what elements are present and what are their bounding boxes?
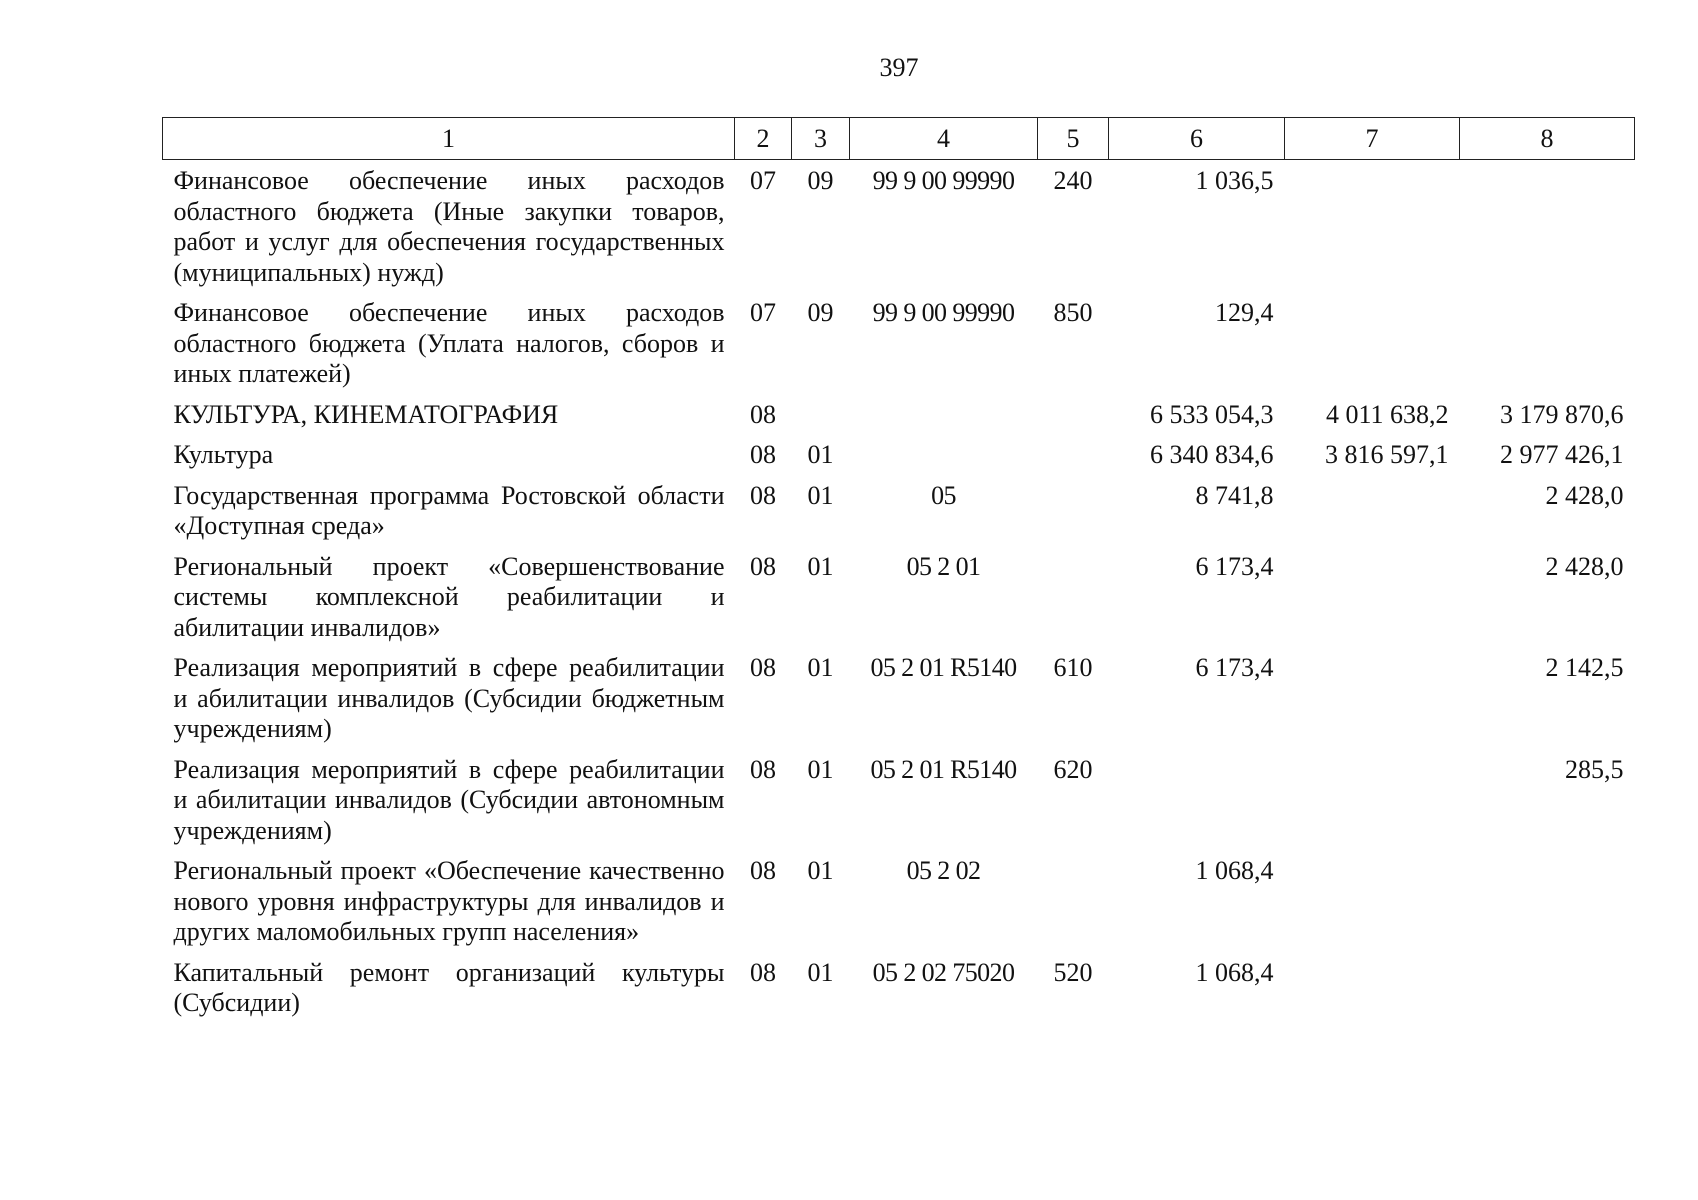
table-row bbox=[163, 440, 1635, 481]
amount-year-2: 3 816 597,1 bbox=[1325, 440, 1449, 469]
expense-name: Реализация мероприятий в сфере реабилитации и абилитации инвалидов (Субсидии бюджетным учреждениям) bbox=[173, 653, 725, 743]
amount-year-2 bbox=[1285, 958, 1460, 1029]
section-code: 08 bbox=[750, 399, 776, 429]
section-code: 07 bbox=[750, 298, 776, 327]
amount-year-1: 6 173,4 bbox=[1195, 551, 1274, 581]
amount-year-3: 2 428,0 bbox=[1545, 480, 1624, 510]
expense-type-code bbox=[1038, 552, 1109, 654]
amount-year-3: 3 179 870,6 bbox=[1500, 399, 1624, 429]
section-code: 08 bbox=[750, 856, 776, 885]
target-article-code: 05 2 02 bbox=[906, 856, 981, 885]
amount-year-2: 4 011 638,2 bbox=[1325, 399, 1449, 429]
target-article-code: 05 2 01 R5140 bbox=[870, 653, 1017, 682]
section-code: 08 bbox=[750, 653, 776, 682]
target-article-code: 05 2 02 75020 bbox=[872, 957, 1015, 987]
expense-type-code bbox=[1038, 481, 1109, 552]
target-article-code bbox=[850, 400, 1038, 441]
section-code: 08 bbox=[750, 754, 776, 784]
amount-year-3 bbox=[1460, 298, 1635, 400]
subsection-code: 09 bbox=[807, 166, 834, 195]
amount-year-1: 8 741,8 bbox=[1195, 480, 1274, 510]
section-code: 08 bbox=[750, 551, 776, 581]
amount-year-1: 1 036,5 bbox=[1195, 166, 1274, 195]
target-article-code: 99 9 00 99990 bbox=[872, 298, 1015, 327]
budget-table bbox=[162, 117, 1635, 1029]
target-article-code bbox=[850, 440, 1038, 481]
amount-year-2 bbox=[1285, 481, 1460, 552]
subsection-code: 01 bbox=[807, 754, 834, 784]
table-row bbox=[163, 481, 1635, 552]
expense-type-code bbox=[1038, 400, 1109, 441]
column-header: 1 bbox=[163, 118, 735, 160]
expense-name: Региональный проект «Совершенствование системы комплексной реабилитации и абилитации инвалидов» bbox=[173, 551, 725, 642]
subsection-code: 09 bbox=[807, 298, 834, 327]
table-row bbox=[163, 298, 1635, 400]
section-code: 08 bbox=[750, 440, 776, 469]
table-row bbox=[163, 856, 1635, 958]
expense-name: Региональный проект «Обеспечение качественно нового уровня инфраструктуры для инвалидов и других маломобильных групп населения» bbox=[173, 856, 725, 946]
amount-year-2 bbox=[1285, 552, 1460, 654]
table-row bbox=[163, 755, 1635, 857]
expense-type-code: 240 bbox=[1053, 166, 1093, 195]
section-code: 08 bbox=[750, 480, 776, 510]
amount-year-2 bbox=[1285, 653, 1460, 755]
amount-year-1 bbox=[1109, 755, 1285, 857]
expense-type-code: 520 bbox=[1053, 957, 1093, 987]
subsection-code: 01 bbox=[807, 653, 834, 682]
expense-type-code bbox=[1038, 440, 1109, 481]
amount-year-1: 6 533 054,3 bbox=[1150, 399, 1274, 429]
target-article-code: 05 2 01 R5140 bbox=[870, 754, 1017, 784]
amount-year-2 bbox=[1285, 160, 1460, 299]
amount-year-3: 2 142,5 bbox=[1545, 653, 1624, 682]
section-code: 08 bbox=[750, 957, 776, 987]
column-header: 8 bbox=[1460, 118, 1635, 160]
table-row bbox=[163, 400, 1635, 441]
amount-year-1: 6 173,4 bbox=[1195, 653, 1274, 682]
expense-name: Финансовое обеспечение иных расходов областного бюджета (Уплата налогов, сборов и иных платежей) bbox=[173, 298, 725, 388]
subsection-code: 01 bbox=[807, 440, 834, 469]
amount-year-1: 129,4 bbox=[1215, 298, 1274, 327]
amount-year-1: 1 068,4 bbox=[1195, 856, 1274, 885]
page-number: 397 bbox=[879, 53, 919, 82]
expense-name: КУЛЬТУРА, КИНЕМАТОГРАФИЯ bbox=[173, 399, 559, 429]
target-article-code: 99 9 00 99990 bbox=[872, 166, 1015, 195]
expense-name: Капитальный ремонт организаций культуры (Субсидии) bbox=[173, 957, 725, 1017]
amount-year-2 bbox=[1285, 298, 1460, 400]
table-row bbox=[163, 160, 1635, 299]
amount-year-3 bbox=[1460, 958, 1635, 1029]
target-article-code: 05 2 01 bbox=[906, 551, 981, 581]
expense-name: Финансовое обеспечение иных расходов областного бюджета (Иные закупки товаров, работ и услуг для обеспечения государственных (муниципальных) нужд) bbox=[173, 166, 725, 287]
expense-name: Государственная программа Ростовской области «Доступная среда» bbox=[173, 480, 725, 540]
subsection-code: 01 bbox=[807, 551, 834, 581]
amount-year-1: 1 068,4 bbox=[1195, 957, 1274, 987]
amount-year-3 bbox=[1460, 856, 1635, 958]
amount-year-3: 285,5 bbox=[1565, 754, 1624, 784]
table-row bbox=[163, 552, 1635, 654]
expense-name: Реализация мероприятий в сфере реабилитации и абилитации инвалидов (Субсидии автономным учреждениям) bbox=[173, 754, 725, 845]
expense-type-code: 620 bbox=[1053, 754, 1093, 784]
amount-year-3: 2 428,0 bbox=[1545, 551, 1624, 581]
amount-year-2 bbox=[1285, 755, 1460, 857]
column-header: 2 bbox=[735, 118, 792, 160]
column-header: 7 bbox=[1285, 118, 1460, 160]
amount-year-2 bbox=[1285, 856, 1460, 958]
table-row bbox=[163, 958, 1635, 1029]
expense-type-code: 610 bbox=[1053, 653, 1093, 682]
expense-name: Культура bbox=[173, 440, 274, 469]
subsection-code: 01 bbox=[807, 957, 834, 987]
amount-year-1: 6 340 834,6 bbox=[1150, 440, 1274, 469]
column-header: 4 bbox=[850, 118, 1038, 160]
column-header: 6 bbox=[1109, 118, 1285, 160]
target-article-code: 05 bbox=[931, 480, 956, 510]
subsection-code: 01 bbox=[807, 856, 834, 885]
table-row bbox=[163, 653, 1635, 755]
column-header: 5 bbox=[1038, 118, 1109, 160]
subsection-code bbox=[792, 400, 850, 441]
column-header: 3 bbox=[792, 118, 850, 160]
amount-year-3 bbox=[1460, 160, 1635, 299]
subsection-code: 01 bbox=[807, 480, 834, 510]
table-header-row bbox=[163, 118, 1635, 160]
amount-year-3: 2 977 426,1 bbox=[1500, 440, 1624, 469]
section-code: 07 bbox=[750, 166, 776, 195]
expense-type-code bbox=[1038, 856, 1109, 958]
expense-type-code: 850 bbox=[1053, 298, 1093, 327]
